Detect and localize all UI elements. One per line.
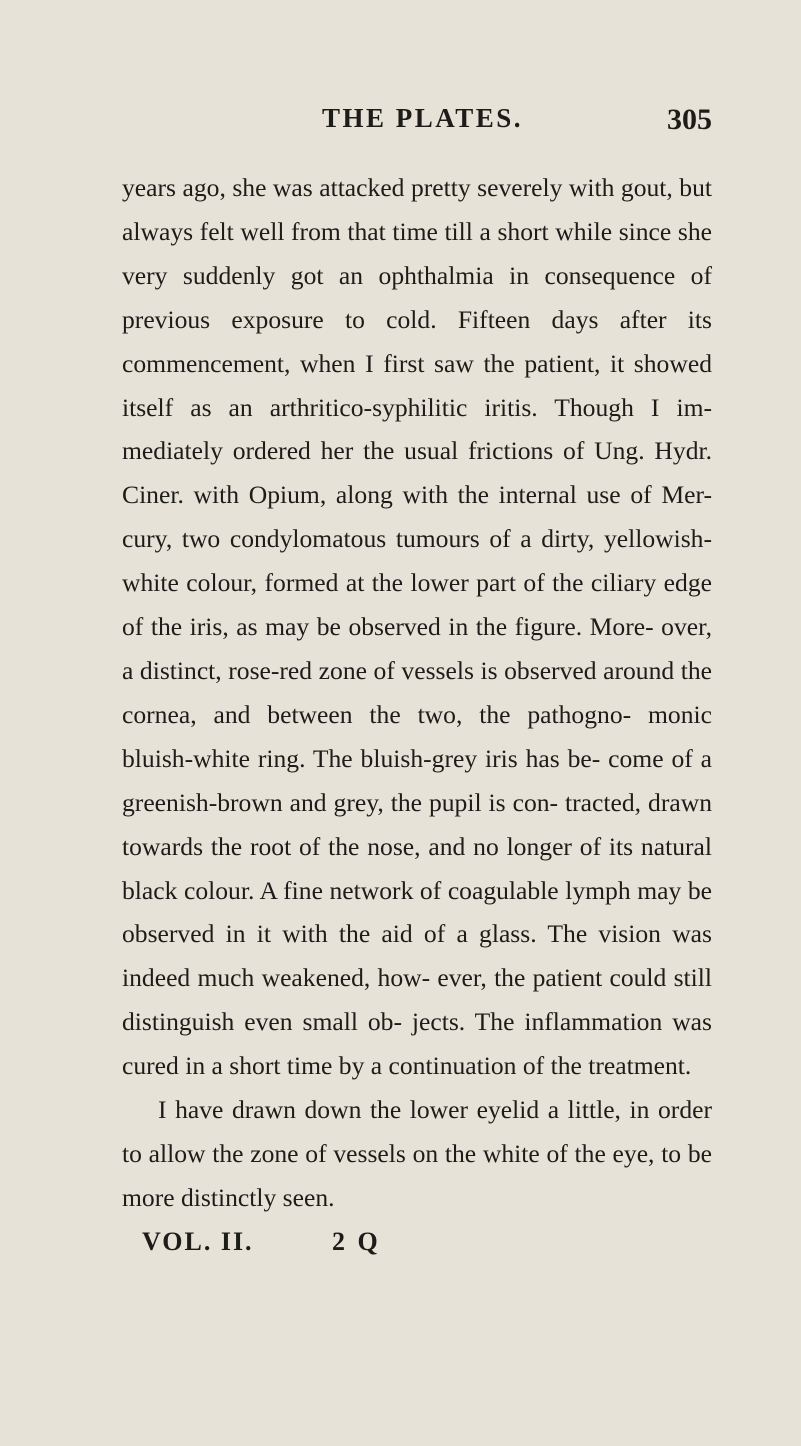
paragraph: years ago, she was attacked pretty severely with gout, but always felt well from that time till a short while since she very suddenly got an ophthalmia in consequence of previous exposure to cold. Fifteen days after its commencement, when I first saw the patient, it showed itself as an arthritico-syphilitic iritis. Though I im- mediately ordered her the usual frictions of Ung. Hydr. Ciner. with Opium, along with the internal use of Mer- cury, two condylomatous tumours of a dirty, yellowish- white colour, formed at the lower part of the ciliary edge of the iris, as may be observed in the figure. More- over, a distinct, rose-red zone of vessels is observed around the cornea, and between the two, the pathogno- monic bluish-white ring. The bluish-grey iris has be- come of a greenish-brown and grey, the pupil is con- tracted, drawn towards the root of the nose, and no longer of its natural black colour. A fine network of coagulable lymph may be observed in it with the aid of a glass. The vision was indeed much weakened, how- ever, the patient could still distinguish even small ob- jects. The inflammation was cured in a short time by a continuation of the treatment. <box>122 173 712 1081</box>
body-text <box>122 166 712 1220</box>
paragraph: I have drawn down the lower eyelid a little, in order to allow the zone of vessels on the white of the eye, to be more distinctly seen. <box>122 1095 712 1212</box>
signature-mark: 2 Q <box>332 1227 381 1256</box>
signature-line <box>142 1227 542 1267</box>
volume-mark: VOL. II. <box>142 1227 254 1256</box>
running-title: THE PLATES. <box>322 103 524 133</box>
page-number: 305 <box>667 103 712 136</box>
running-head <box>122 103 712 149</box>
